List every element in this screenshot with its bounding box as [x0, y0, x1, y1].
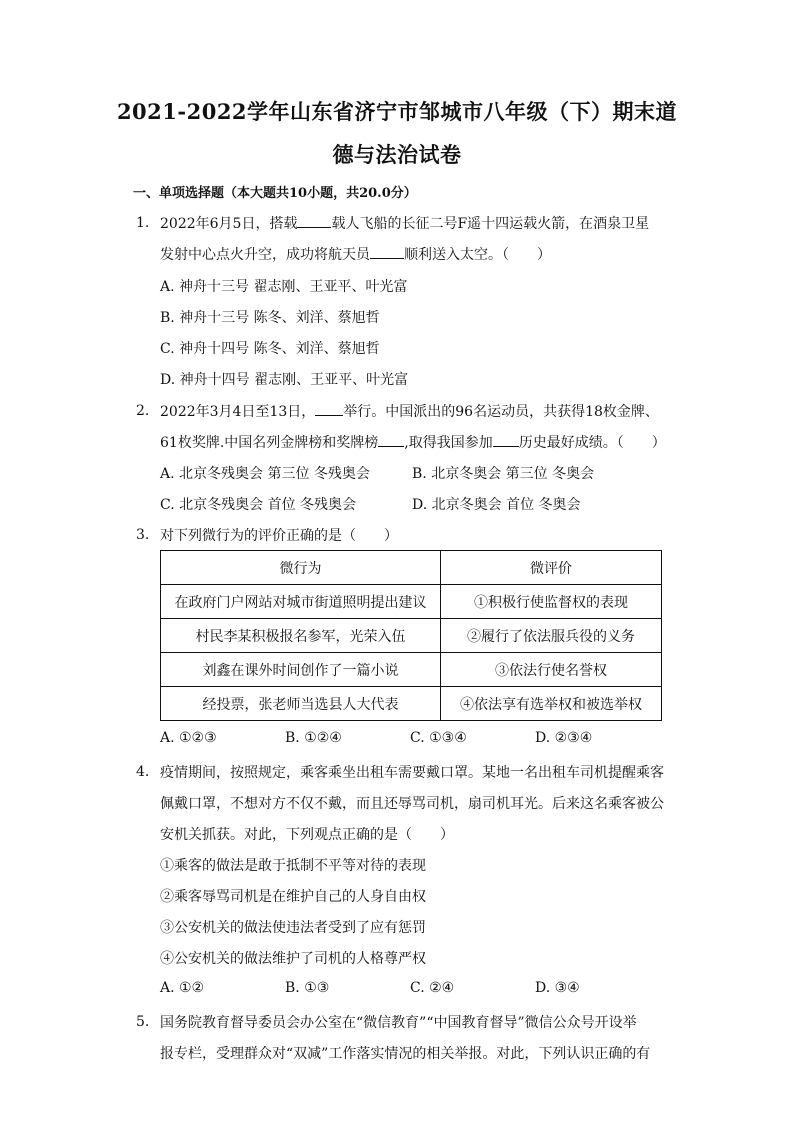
table-cell: ①积极行使监督权的表现 [441, 585, 662, 619]
q1-blank-1 [297, 215, 331, 228]
q4-statement-1: ①乘客的做法是敢于抵制不平等对待的表现 [160, 858, 426, 874]
q4-statement-4: ④公安机关的做法维护了司机的人格尊严权 [160, 951, 426, 967]
q1-text-2b: 顺利送入太空。（ ） [404, 247, 551, 263]
q4-option-a[interactable]: A. ①② [160, 980, 205, 996]
q5-stem-line2: 报专栏，受理群众对“双减”工作落实情况的相关举报。对此，下列认识正确的有 [160, 1046, 651, 1062]
q2-text-2a: 61枚奖牌.中国名列金牌榜和奖牌榜 [160, 435, 379, 451]
q1-option-a[interactable]: A. 神舟十三号 翟志刚、王亚平、叶光富 [160, 279, 408, 295]
q4-stem-line3: 安机关抓获。对此，下列观点正确的是（ ） [160, 827, 454, 843]
q1-stem-line2 [160, 244, 551, 264]
exam-title-line2: 德与法治试卷 [332, 142, 462, 167]
q4-statement-3: ③公安机关的做法使违法者受到了应有惩罚 [160, 920, 426, 936]
q2-text-2b: ,取得我国参加 [404, 435, 493, 451]
q2-text-1a: 2022年3月4日至13日， [160, 404, 316, 420]
table-cell: ④依法享有选举权和被选举权 [441, 687, 662, 721]
q5-number: 5. [136, 1014, 150, 1030]
q3-options [160, 730, 660, 746]
q1-number: 1. [136, 215, 150, 231]
q4-options [160, 980, 660, 996]
q2-blank-2 [378, 434, 404, 447]
table-header-cell: 微评价 [441, 551, 662, 585]
q2-options-row1 [160, 463, 664, 483]
table-cell: ③依法行使名誉权 [441, 653, 662, 687]
table-cell: ②履行了依法服兵役的义务 [441, 619, 662, 653]
q1-blank-2 [370, 246, 404, 259]
table-cell: 经投票，张老师当选县人大代表 [161, 687, 441, 721]
table-cell: 村民李某积极报名参军，光荣入伍 [161, 619, 441, 653]
table-row [161, 653, 662, 687]
q3-option-b[interactable]: B. ①②④ [285, 730, 342, 746]
q2-option-d[interactable]: D. 北京冬奥会 首位 冬奥会 [412, 497, 581, 513]
q2-options-row2 [160, 494, 664, 514]
q4-number: 4. [136, 764, 150, 780]
table-row [161, 687, 662, 721]
q1-option-c[interactable]: C. 神舟十四号 陈冬、刘洋、蔡旭哲 [160, 341, 380, 357]
exam-title-line1: 2021-2022学年山东省济宁市邹城市八年级（下）期末道 [116, 99, 678, 124]
q2-stem-line2 [160, 432, 666, 452]
q2-blank-1 [315, 403, 343, 416]
q3-option-a[interactable]: A. ①②③ [160, 730, 217, 746]
q2-text-1b: 举行。中国派出的96名运动员，共获得18枚金牌、 [343, 404, 659, 420]
q5-stem-line1: 国务院教育督导委员会办公室在“微信教育”“中国教育督导”微信公众号开设举 [160, 1015, 637, 1031]
q4-stem-line1: 疫情期间，按照规定，乘客乘坐出租车需要戴口罩。某地一名出租车司机提醒乘客 [160, 765, 664, 781]
q2-stem-line1 [160, 401, 659, 421]
table-row [161, 585, 662, 619]
q2-blank-3 [493, 434, 519, 447]
q2-option-b[interactable]: B. 北京冬奥会 第三位 冬奥会 [412, 466, 595, 482]
section-heading: 一、单项选择题（本大题共10小题，共20.0分） [133, 186, 417, 201]
q3-option-c[interactable]: C. ①③④ [410, 730, 467, 746]
q4-statement-2: ②乘客辱骂司机是在维护自己的人身自由权 [160, 889, 426, 905]
table-header-row [161, 551, 662, 585]
table-cell: 刘鑫在课外时间创作了一篇小说 [161, 653, 441, 687]
q1-text-1b: 载人飞船的长征二号F遥十四运载火箭，在酒泉卫星 [331, 216, 650, 232]
q4-stem-line2: 佩戴口罩，不想对方不仅不戴，而且还辱骂司机，扇司机耳光。后来这名乘客被公 [160, 796, 664, 812]
table-row [161, 619, 662, 653]
table-header-cell: 微行为 [161, 551, 441, 585]
q3-stem: 对下列微行为的评价正确的是（ ） [160, 528, 398, 544]
q1-option-d[interactable]: D. 神舟十四号 翟志刚、王亚平、叶光富 [160, 372, 409, 388]
q1-stem-line1 [160, 213, 649, 233]
q4-option-b[interactable]: B. ①③ [285, 980, 330, 996]
q2-text-2c: 历史最好成绩。（ ） [518, 435, 666, 451]
q3-option-d[interactable]: D. ②③④ [535, 730, 593, 746]
q2-option-a[interactable]: A. 北京冬残奥会 第三位 冬残奥会 [160, 466, 370, 482]
q3-table [160, 550, 662, 721]
q4-option-d[interactable]: D. ③④ [535, 980, 580, 996]
q1-text-2a: 发射中心点火升空，成功将航天员 [160, 247, 370, 263]
q1-text-1a: 2022年6月5日，搭载 [160, 216, 298, 232]
q3-number: 3. [136, 527, 150, 543]
q4-option-c[interactable]: C. ②④ [410, 980, 455, 996]
q2-option-c[interactable]: C. 北京冬残奥会 首位 冬残奥会 [160, 497, 357, 513]
table-cell: 在政府门户网站对城市街道照明提出建议 [161, 585, 441, 619]
q1-option-b[interactable]: B. 神舟十三号 陈冬、刘洋、蔡旭哲 [160, 310, 380, 326]
q2-number: 2. [136, 403, 150, 419]
